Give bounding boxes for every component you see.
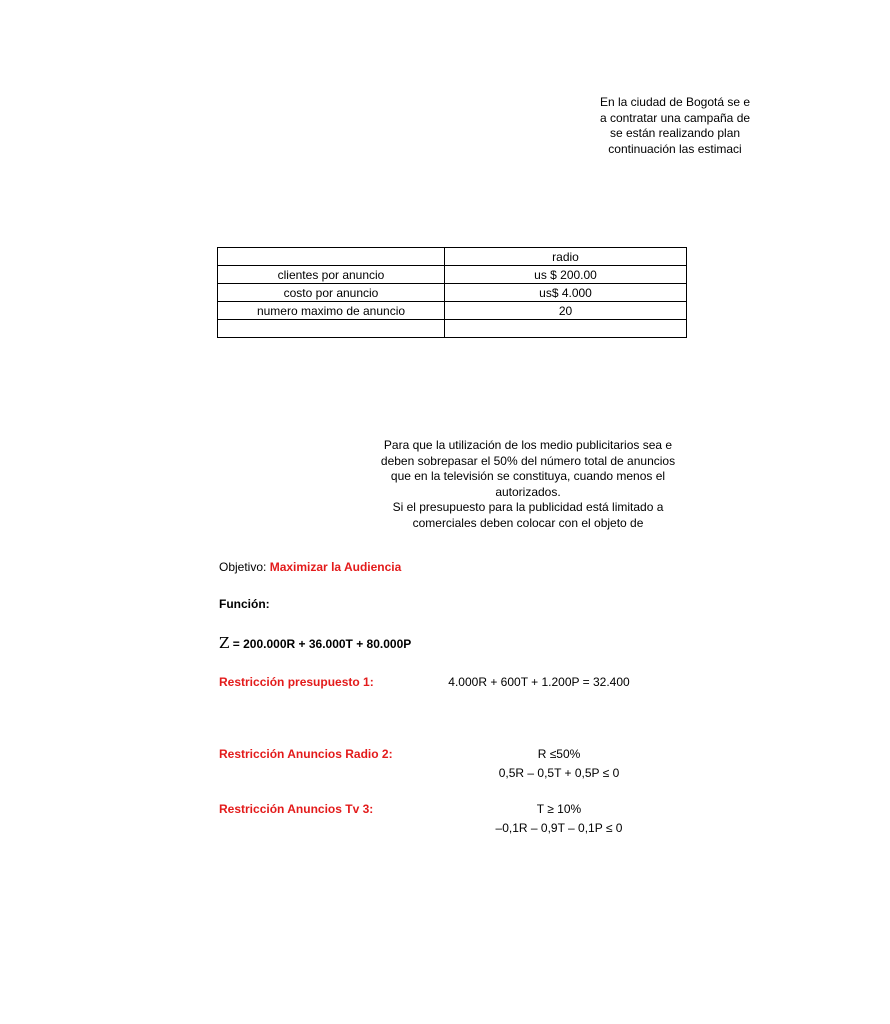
paragraph-line: Si el presupuesto para la publicidad está limitado a bbox=[392, 500, 664, 514]
constraint-equation: R ≤50% bbox=[537, 747, 581, 761]
table-header-cell: radio bbox=[445, 248, 687, 266]
table-cell: us $ 200.00 bbox=[445, 266, 687, 284]
table-cell: clientes por anuncio bbox=[218, 266, 445, 284]
intro-text bbox=[460, 95, 890, 157]
paragraph-line: autorizados. bbox=[495, 484, 561, 499]
constraint-equation: 0,5R – 0,5T + 0,5P ≤ 0 bbox=[498, 766, 620, 780]
table-row bbox=[218, 284, 687, 302]
table-row bbox=[218, 320, 687, 338]
table-cell: costo por anuncio bbox=[218, 284, 445, 302]
constraint-label: Restricción Anuncios Radio 2: bbox=[219, 747, 393, 761]
table-cell: 20 bbox=[445, 302, 687, 320]
table-row bbox=[218, 266, 687, 284]
table-header-cell bbox=[218, 248, 445, 266]
constraint-label: Restricción presupuesto 1: bbox=[219, 675, 374, 689]
objective-label: Objetivo: bbox=[219, 560, 267, 574]
paragraph-line: Para que la utilización de los medio publicitarios sea e bbox=[383, 438, 673, 452]
table-cell: numero maximo de anuncio bbox=[218, 302, 445, 320]
paragraph-line: comerciales deben colocar con el objeto de bbox=[412, 515, 644, 530]
table-cell bbox=[218, 320, 445, 338]
paragraph-line: deben sobrepasar el 50% del número total de anuncios bbox=[380, 453, 676, 468]
objective-value: Maximizar la Audiencia bbox=[269, 560, 402, 574]
objective-function bbox=[219, 634, 411, 652]
intro-line: continuación las estimaci bbox=[608, 141, 742, 156]
data-table bbox=[217, 247, 687, 338]
constraint-equation: 4.000R + 600T + 1.200P = 32.400 bbox=[448, 675, 630, 689]
constraint-equation: T ≥ 10% bbox=[536, 802, 582, 816]
table-cell bbox=[445, 320, 687, 338]
table-cell: us$ 4.000 bbox=[445, 284, 687, 302]
table-row bbox=[218, 302, 687, 320]
paragraph-line: que en la televisión se constituya, cuando menos el bbox=[390, 469, 666, 483]
z-symbol: Z bbox=[219, 634, 230, 652]
problem-paragraph bbox=[288, 438, 768, 531]
intro-line: En la ciudad de Bogotá se e bbox=[599, 95, 751, 109]
objective-line bbox=[219, 560, 401, 574]
function-label: Función: bbox=[219, 597, 270, 611]
z-equation-text: = 200.000R + 36.000T + 80.000P bbox=[232, 637, 412, 651]
intro-line: a contratar una campaña de bbox=[599, 110, 751, 125]
constraint-label: Restricción Anuncios Tv 3: bbox=[219, 802, 374, 816]
constraint-equation: –0,1R – 0,9T – 0,1P ≤ 0 bbox=[495, 821, 623, 835]
table-header-row bbox=[218, 248, 687, 266]
intro-line: se están realizando plan bbox=[609, 126, 741, 140]
